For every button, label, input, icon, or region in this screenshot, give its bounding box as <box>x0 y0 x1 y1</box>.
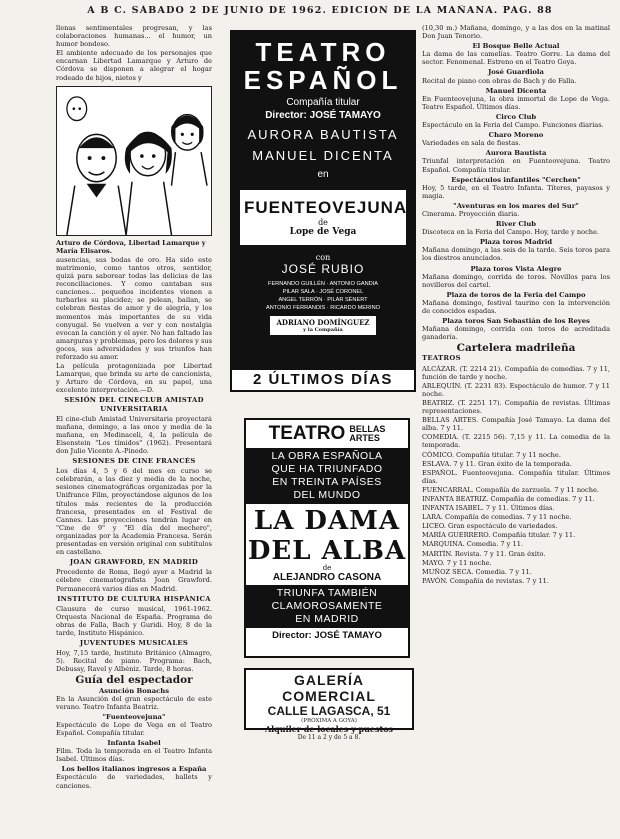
bellas-play-line-2: DEL ALBA <box>247 536 407 566</box>
right-column <box>422 24 610 814</box>
teatro-listing: CÓMICO. Compañía titular. 7 y 11 noche. <box>422 450 561 459</box>
bellas-triumph-line: TRIUNFA TAMBIÉN <box>276 587 378 599</box>
ad-guest-name: ADRIANO DOMÍNGUEZ <box>276 318 370 327</box>
guia-item-heading: Espectáculos infantiles "Cerchen" <box>451 175 581 184</box>
guia-item-heading: Los bellos italianos ingresos a España <box>61 765 207 774</box>
teatro-listing: MARQUINA. Comedia. 7 y 11. <box>422 540 523 549</box>
ad-title-espanol: ESPAÑOL <box>243 65 403 95</box>
bellas-play-line-1: LA DAMA <box>253 506 401 536</box>
teatro-listing: FUENCARRAL. Compañía de zarzuela. 7 y 11 noche. <box>422 485 599 494</box>
teatro-listing: MARTÍN. Revista. 7 y 11. Gran éxito. <box>422 549 546 558</box>
cartelera-heading: Cartelera madrileña <box>456 342 576 355</box>
guia-item-text: Discoteca en la Feria del Campo. Hoy, tarde y noche. <box>422 228 600 237</box>
section-juventudes: JUVENTUDES MUSICALES <box>79 639 189 648</box>
bellas-tag-line: EN TREINTA PAÍSES <box>272 476 382 488</box>
ad-bellas-artes <box>244 418 410 658</box>
left-intro: llenas sentimentales progresan, y las colaboraciones humanas... el humor, un humor bondoso. <box>56 24 212 49</box>
teatro-listing: LICEO. Gran espectáculo de variedades. <box>422 522 558 531</box>
ad-guest-sub: y la Compañía <box>303 327 343 333</box>
teatro-listing: BEATRIZ. (T. 2251 17). Compañía de revistas. Últimas representaciones. <box>422 398 610 416</box>
ad-guest <box>270 316 375 335</box>
guia-item-text: Mañana domingo, corrida con toros de acreditada ganadería. <box>422 325 610 342</box>
guia-item-heading: Circo Club <box>495 112 537 121</box>
bellas-director: Director: JOSÉ TAMAYO <box>246 628 408 643</box>
guia-item-text: Cinerama. Proyección diaria. <box>422 209 520 218</box>
ad-cast-line: ANGEL TERRÓN · PILAR SÉNERT <box>278 297 368 303</box>
bellas-triumph-line: EN MADRID <box>295 613 359 625</box>
guia-item-heading: José Guardiola <box>488 68 544 77</box>
ad-cast-line: ANTONIO FERRANDIS · RICARDO MERINO <box>266 305 380 311</box>
left-body-5: Procedente de Roma, llegó ayer a Madrid la célebre cinematografista Joan Grawford. Permanecerá varios días en Madrid. <box>56 568 212 593</box>
teatro-listing: ESLAVA. 7 y 11. Gran éxito de la temporada. <box>422 459 572 468</box>
guia-item-text: Hoy, 5 tarde, en el Teatro Infanta. Títeres, payasos y magia. <box>422 183 610 200</box>
page-header: A B C. SÁBADO 2 DE JUNIO DE 1962. EDICIÓN DE LA MAÑANA. PAG. 88 <box>87 5 553 16</box>
guia-item-heading: Aurora Bautista <box>485 149 547 158</box>
left-body-6: Clausura de curso musical, 1961-1962. Orquesta Nacional de España. Programa de obras de Falla, Bach y Guridi. Hoy, 8 de la tarde, Instituto Hispánico. <box>56 604 212 637</box>
left-column <box>56 24 212 814</box>
left-body-4: Los días 4, 5 y 6 del mes en curso se celebrarán, a las diez y media de la noche, sesiones cinematográficas organizadas por la Unifrance Film, proyectándose algunos de los títulos más recientes de la producción francesa, presentados en el Festival de Cannes. Las proyecciones tendrán lugar en "Cine de 9" y "El día del mechero", organizadas por la Academia Francesa. Serán presentadas en versión original con subtítulos en castellano. <box>56 467 212 557</box>
ad-play-de: de <box>318 218 328 227</box>
section-cine-frances: SESIONES DE CINE FRANCÉS <box>72 457 196 466</box>
bellas-triumph <box>246 585 408 628</box>
guia-item-text: Film. Toda la temporada en el Teatro Infanta Isabel. Últimos días. <box>56 747 212 764</box>
teatro-listing: ARLEQUÍN. (T. 2231 83). Espectáculo de humor. 7 y 11 noche. <box>422 381 610 398</box>
bellas-header <box>246 420 408 448</box>
teatro-listing: PAVÓN. Compañía de revistas. 7 y 11. <box>422 576 549 585</box>
guia-item-heading: Plaza toros Vista Alegre <box>470 264 562 273</box>
bellas-de: de <box>322 564 332 572</box>
bellas-tag-line: QUE HA TRIUNFADO <box>271 463 383 475</box>
section-cineclub: SESIÓN DEL CINECLUB AMISTAD UNIVERSITARIA <box>64 396 204 413</box>
bellas-author: ALEJANDRO CASONA <box>272 572 382 583</box>
guia-item-text: Mañana domingo, a las seis de la tarde. Seis toros para los diestros anunciados. <box>422 246 610 263</box>
artes-word: ARTES <box>349 433 380 443</box>
guia-heading: Guía del espectador <box>75 674 193 687</box>
guia-item-heading: Plaza toros Madrid <box>479 238 553 247</box>
bellas-triumph-line: CLAMOROSAMENTE <box>271 600 383 612</box>
teatro-listing: BELLAS ARTES. Compañía José Tamayo. La dama del alba. 7 y 11. <box>422 416 610 433</box>
ad-title-teatro: TEATRO <box>255 37 391 67</box>
guia-item-heading: Plaza de toros de la Feria del Campo <box>446 290 586 299</box>
galeria-rent: Alquiler de locales y puestos <box>264 724 394 734</box>
teatro-listing: COMEDIA. (T. 2215 56). 7,15 y 11. La comedia de la temporada. <box>422 433 610 450</box>
ad-ultimos-dias: 2 ÚLTIMOS DÍAS <box>230 368 416 392</box>
bellas-tagline <box>246 448 408 504</box>
guia-item-heading: River Club <box>495 220 537 229</box>
bellas-tag-line: DEL MUNDO <box>293 489 361 501</box>
ad-galeria-comercial <box>244 668 414 741</box>
cartoon-caption: Arturo de Córdova, Libertad Lamarque y María Elisaros. <box>56 238 206 255</box>
guia-item-text: En Fuenteovejuna, la obra inmortal de Lope de Vega. Teatro Español. Últimos días. <box>422 94 610 111</box>
left-body-7: Hoy, 7,15 tarde, Instituto Británico (Almagro, 5). Recital de piano. Programa: Bach, Debussy, Ravel y Albéniz. Tarde, 8 horas. <box>56 649 212 674</box>
teatro-listing: MARÍA GUERRERO. Compañía titular. 7 y 11. <box>422 531 576 540</box>
left-body-2: La película protagonizada por Libertad Lamarque, que brinda su arte de cancionista, y Arturo de Córdova, en su papel, una excelente interpretación.—D. <box>56 362 212 395</box>
guia-item-heading: Manuel Dicenta <box>485 86 547 95</box>
ad-cast-line: FERNANDO GUILLÉN · ANTONIO GANDIA <box>268 281 378 287</box>
teatro-listing: INFANTA BEATRIZ. Compañía de comedias. 7 y 11. <box>422 494 595 503</box>
ad-con: con <box>315 253 331 262</box>
guia-item-heading: Infanta Isabel <box>107 739 161 748</box>
teatro-listing: ALCÁZAR. (T. 2214 21). Compañía de comedias. 7 y 11, función de tarde y noche. <box>422 364 610 381</box>
left-body-3: El cine-club Amistad Universitaria proyectará mañana, domingo, a las once y media de la mañana, en Medinaceli, 4, la película de Eisenstein "Los tímidos" (1962). Presentará don Julio Vicente A.-Pinedo. <box>56 414 212 455</box>
ad-director: Director: JOSÉ TAMAYO <box>265 110 381 121</box>
guia-item-text: Espectáculo de variedades, ballets y canciones. <box>56 773 212 790</box>
ad-play-author: Lope de Vega <box>289 227 357 237</box>
galeria-near: (PRÓXIMA A GOYA) <box>301 718 357 724</box>
ad-en: en <box>317 169 329 180</box>
guia-item-text: Espectáculo en la Feria del Campo. Funciones diarias. <box>422 121 604 130</box>
bellas-tag-line: LA OBRA ESPAÑOLA <box>271 450 383 462</box>
ad-cast-line: PILAR SALA · JOSÉ CORONEL <box>282 289 364 295</box>
teatro-listing: MUÑOZ SECA. Comedia. 7 y 11. <box>422 567 532 576</box>
guia-item-heading: El Bosque Belle Actual <box>472 42 560 51</box>
ad-play-box <box>240 190 406 245</box>
guia-item-text: Recital de piano con obras de Bach y de Falla. <box>422 76 577 85</box>
galeria-title: GALERÍA COMERCIAL <box>282 672 376 704</box>
bellas-word: BELLAS <box>349 424 386 434</box>
guia-item-text: La dama de las camelias. Teatro Gorre. La dama del sector. Fenomenal. Estreno en el Teatro Goya. <box>422 50 610 67</box>
right-intro: (10,30 m.) Mañana, domingo, y a las dos en la matinal Don Juan Tenorio. <box>422 24 610 41</box>
guia-item-heading: Asunción Bonachs <box>98 686 170 695</box>
ad-company: Compañía titular <box>286 97 360 108</box>
galeria-address: CALLE LAGASCA, 51 <box>267 704 391 718</box>
ad-actress: AURORA BAUTISTA <box>247 127 399 142</box>
guia-item-text: Variedades en sala de fiestas. <box>422 139 521 148</box>
left-body-1: ausencias, sus bodas de oro. Ha sido este matrimonio, como tantos otros, sentidor, quizá para saborear todas las delicias de las reconciliaciones. Y como cantaban sus canciones... pequeños incidentes vienen a turbarles su placidez; se pelean, bailan, se celebran fiestas de amor y de alegría, y los momentos más importantes de su vida conyugal. Se vuelven a ver y con nostalgia evocan la canción y el ayer. No han faltado las amarguras y problemas, pero los dolores y sus goces, sus adversidades y sus triunfos han reforzado su amor. <box>56 255 212 361</box>
left-intro-2: El ambiente adecuado de los personajes que encarnan Libertad Lamarque y Arturo de Córdova se disponen a alegrar el hogar rodeado de hijos, nietos y <box>56 49 212 82</box>
guia-item-text: Mañana domingo, corrida de toros. Novillos para los novilleros del cartel. <box>422 272 610 289</box>
guia-item-heading: "Fuenteovejuna" <box>102 712 166 721</box>
galeria-hours: De 11 a 2 y de 5 a 8. <box>297 734 361 741</box>
teatro-listing: ESPAÑOL. Fuenteovejuna. Compañía titular. Últimos días. <box>422 468 610 485</box>
guia-item-text: Triunfal interpretación en Fuenteovejuna. Teatro Español. Compañía titular. <box>422 157 610 174</box>
ad-play-title: FUENTEOVEJUNA <box>244 198 408 217</box>
ad-actor: MANUEL DICENTA <box>252 148 394 163</box>
section-grawford: JOAN GRAWFORD, EN MADRID <box>69 558 199 567</box>
bellas-name <box>349 425 385 443</box>
guia-item-heading: Charo Moreno <box>488 131 544 140</box>
ad-lead-actor: JOSÉ RUBIO <box>281 262 365 276</box>
teatro-listing: MAYO. 7 y 11 noche. <box>422 558 492 567</box>
guia-item-text: Mañana domingo, festival taurino con la intervención de conocidos espadas. <box>422 298 610 315</box>
teatro-listing: INFANTA ISABEL. 7 y 11. Últimos días. <box>422 504 555 513</box>
teatros-heading: TEATROS <box>422 354 461 363</box>
cartoon-illustration <box>56 86 212 236</box>
section-instituto: INSTITUTO DE CULTURA HISPÁNICA <box>57 594 211 603</box>
guia-item-heading: Plaza toros San Sebastián de los Reyes <box>442 317 590 326</box>
cartoon-drawing <box>57 87 211 235</box>
guia-item-heading: "Aventuras en los mares del Sur" <box>453 201 579 210</box>
guia-item-text: En la Asunción del gran espectáculo de este verano. Teatro Infanta Beatriz. <box>56 694 212 711</box>
ad-teatro-espanol <box>230 30 416 390</box>
guia-item-text: Espectáculo de Lope de Vega en el Teatro Español. Compañía titular. <box>56 720 212 737</box>
teatro-listing: LARA. Compañía de comedias. 7 y 11 noche. <box>422 513 572 522</box>
bellas-teatro: TEATRO <box>268 423 346 444</box>
